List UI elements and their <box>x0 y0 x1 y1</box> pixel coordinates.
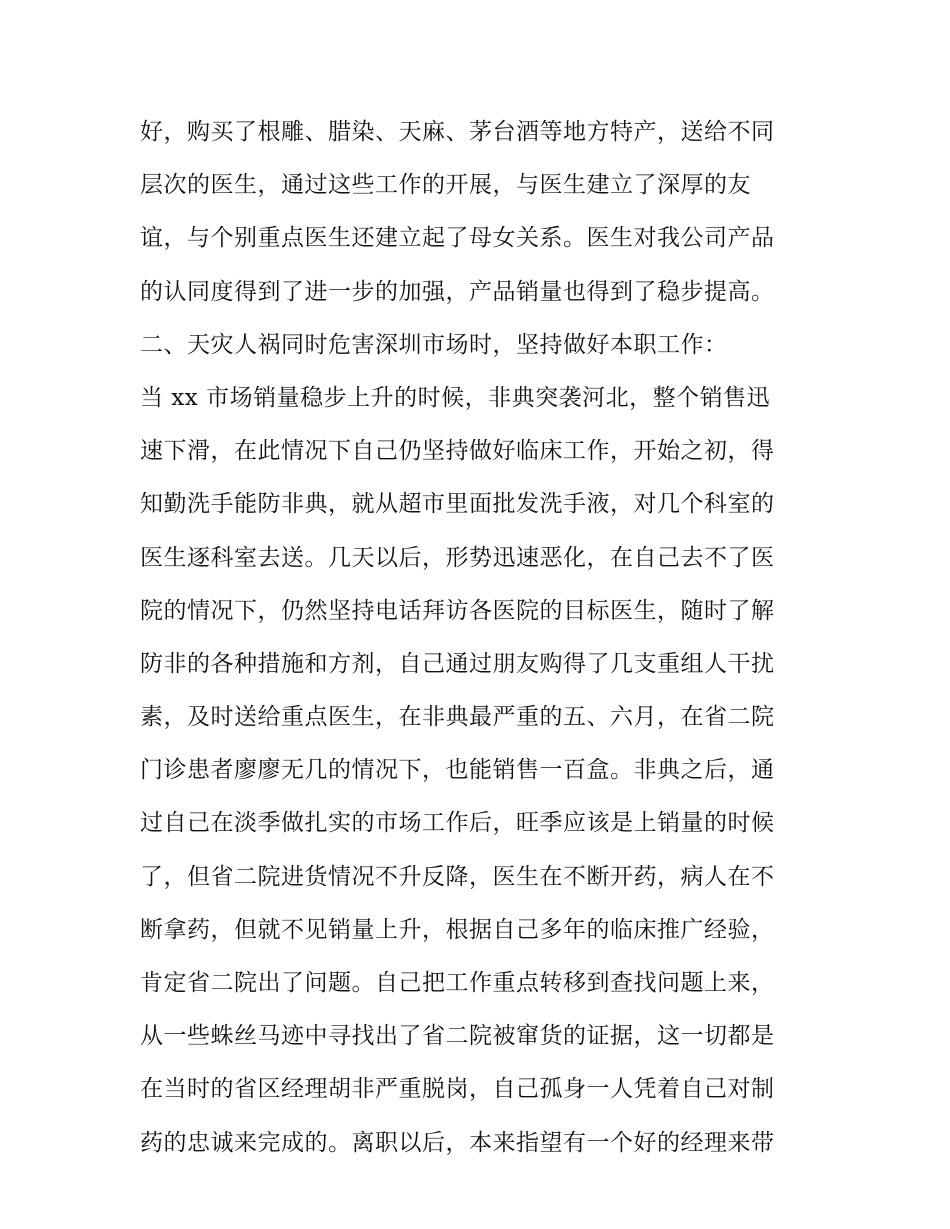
text-line: 好，购买了根雕、腊染、天麻、茅台酒等地方特产，送给不同 <box>140 119 775 145</box>
text-line: 防非的各种措施和方剂，自己通过朋友购得了几支重组人干扰 <box>140 650 775 677</box>
text-line: 谊，与个别重点医生还建立起了母女关系。医生对我公司产品 <box>140 225 775 252</box>
text-line: 肯定省二院出了问题。自己把工作重点转移到查找问题上来， <box>140 970 775 996</box>
body-text <box>140 106 820 1170</box>
text-line: 速下滑，在此情况下自己仍坚持做好临床工作，开始之初，得 <box>140 438 775 465</box>
text-line: 的认同度得到了进一步的加强，产品销量也得到了稳步提高。 <box>140 278 775 305</box>
text-line: 当 xx 市场销量稳步上升的时候，非典突袭河北，整个销售迅 <box>140 384 771 411</box>
text-line: 层次的医生，通过这些工作的开展，与医生建立了深厚的友 <box>140 172 751 199</box>
section-heading: 二、天灾人祸同时危害深圳市场时，坚持做好本职工作： <box>140 331 728 358</box>
text-line: 医生逐科室去送。几天以后，形势迅速恶化，在自己去不了医 <box>140 544 775 571</box>
text-line: 从一些蛛丝马迹中寻找出了省二院被窜货的证据，这一切都是 <box>140 1023 775 1050</box>
text-line: 素，及时送给重点医生，在非典最严重的五、六月，在省二院 <box>140 704 775 731</box>
text-line: 门诊患者廖廖无几的情况下，也能销售一百盒。非典之后，通 <box>140 757 775 784</box>
text-line: 在当时的省区经理胡非严重脱岗，自己孤身一人凭着自己对制 <box>140 1076 775 1103</box>
text-line: 过自己在淡季做扎实的市场工作后，旺季应该是上销量的时候 <box>140 810 775 837</box>
text-line: 断拿药，但就不见销量上升，根据自己多年的临床推广经验， <box>140 916 775 943</box>
text-line: 药的忠诚来完成的。离职以后，本来指望有一个好的经理来带 <box>140 1129 775 1156</box>
text-line: 知勤洗手能防非典，就从超市里面批发洗手液，对几个科室的 <box>140 491 775 518</box>
text-line: 了，但省二院进货情况不升反降，医生在不断开药，病人在不 <box>140 863 775 890</box>
text-line: 院的情况下，仍然坚持电话拜访各医院的目标医生，随时了解 <box>140 597 775 624</box>
